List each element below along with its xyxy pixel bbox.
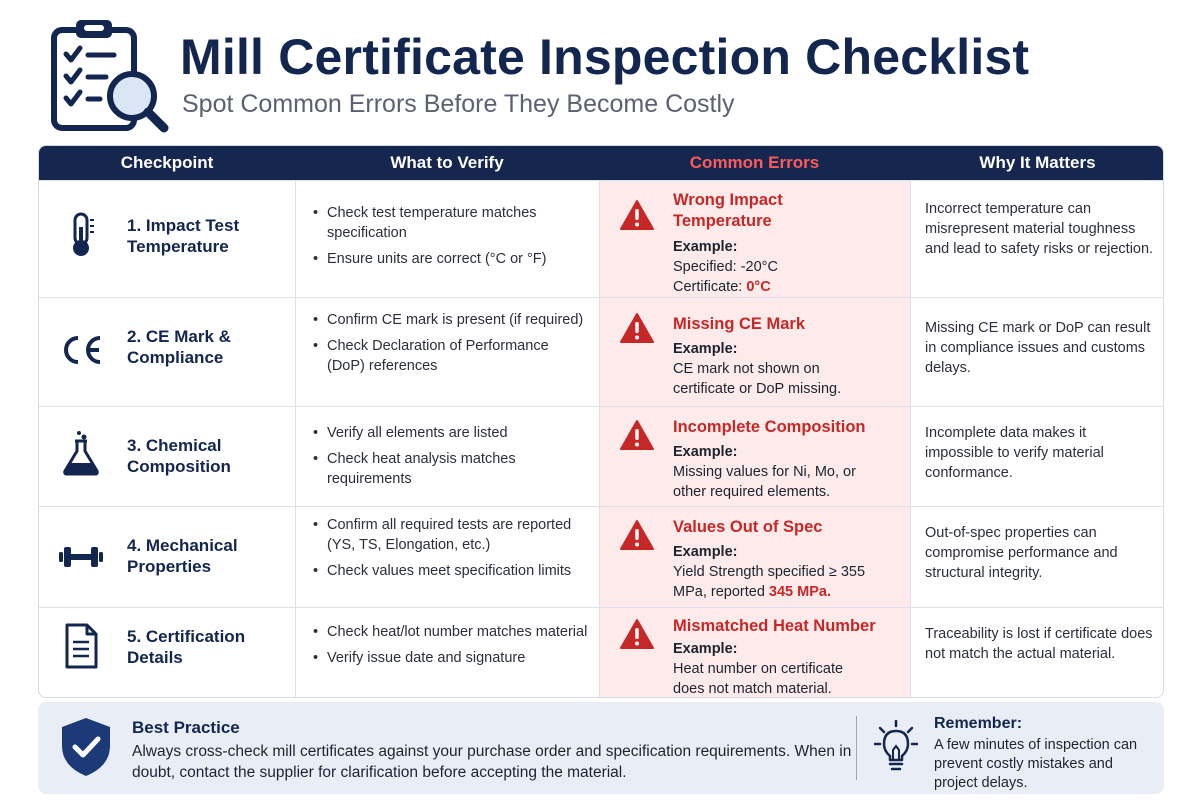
clipboard-checklist-magnifier-icon <box>48 16 172 134</box>
verify-item: • Check heat analysis matches requirements <box>311 449 589 489</box>
table-row <box>39 607 1163 698</box>
column-header-why: Why It Matters <box>979 153 1096 172</box>
warning-icon <box>619 312 655 344</box>
table-header <box>39 146 1163 180</box>
error-example <box>673 542 898 602</box>
verify-item: • Check values meet specification limits <box>311 561 589 581</box>
shield-check-icon <box>58 716 114 778</box>
error-example <box>673 237 905 297</box>
example-label: Example: <box>673 239 738 255</box>
verify-item: • Ensure units are correct (°C or °F) <box>311 249 589 269</box>
why-text: Out-of-spec properties can compromise performance and structural integrity. <box>925 525 1118 581</box>
warning-icon <box>619 199 655 231</box>
page-subtitle: Spot Common Errors Before They Become Costly <box>182 90 735 118</box>
why-text: Missing CE mark or DoP can result in compliance issues and customs delays. <box>925 320 1151 376</box>
verify-list <box>311 423 589 495</box>
example-line: CE mark not shown on certificate or DoP missing. <box>673 361 842 397</box>
page-header <box>0 0 1200 140</box>
verify-list <box>311 622 589 674</box>
table-row <box>39 406 1163 506</box>
verify-item: • Check test temperature matches specification <box>311 203 589 243</box>
checkpoint-label: 4. Mechanical Properties <box>127 536 238 576</box>
best-practice-text: Always cross-check mill certificates against your purchase order and specification requirements. When in doubt, contact the supplier for clarification before accepting the material. <box>132 743 852 781</box>
error-title: Missing CE Mark <box>673 315 806 333</box>
verify-list <box>311 310 589 382</box>
checkpoint-label: 1. Impact Test Temperature <box>127 216 240 256</box>
example-label: Example: <box>673 641 738 657</box>
error-title: Mismatched Heat Number <box>673 617 876 635</box>
lightbulb-icon <box>874 720 918 774</box>
checklist-table <box>38 145 1164 698</box>
thermometer-icon <box>57 211 105 259</box>
why-text: Incomplete data makes it impossible to verify material conformance. <box>925 425 1104 481</box>
table-row <box>39 297 1163 406</box>
verify-list <box>311 515 589 587</box>
checkpoint-label: 2. CE Mark & Compliance <box>127 327 231 367</box>
error-title: Incomplete Composition <box>673 418 866 436</box>
example-label: Example: <box>673 444 738 460</box>
error-cell <box>599 507 910 608</box>
example-text: Certificate: <box>673 279 747 295</box>
example-line: Heat number on certificate does not match material. <box>673 661 844 697</box>
checkpoint-label: 5. Certification Details <box>127 627 246 667</box>
example-text: Yield Strength specified ≥ 355 MPa, reported <box>673 564 866 600</box>
error-title: Wrong Impact Temperature <box>673 191 783 230</box>
example-line: Specified: -20°C <box>673 259 778 275</box>
error-cell <box>599 298 910 407</box>
verify-item: • Check Declaration of Performance (DoP) references <box>311 336 589 376</box>
example-label: Example: <box>673 341 738 357</box>
error-title: Values Out of Spec <box>673 518 823 536</box>
example-label: Example: <box>673 544 738 560</box>
verify-item: • Confirm CE mark is present (if required) <box>311 310 589 330</box>
dumbbell-icon <box>57 533 105 581</box>
remember-text: A few minutes of inspection can prevent costly mistakes and project delays. <box>934 737 1138 791</box>
example-highlight: 0°C <box>746 279 771 295</box>
column-header-verify: What to Verify <box>390 153 504 172</box>
error-cell <box>599 407 910 507</box>
verify-item: • Check heat/lot number matches material <box>311 622 589 642</box>
verify-item: • Verify issue date and signature <box>311 648 589 668</box>
example-highlight: 345 MPa. <box>768 584 831 600</box>
error-example <box>673 339 873 399</box>
best-practice-title: Best Practice <box>132 718 240 737</box>
ce-mark-icon <box>57 326 105 374</box>
document-icon <box>57 622 105 670</box>
error-cell <box>599 181 910 298</box>
example-line: Missing values for Ni, Mo, or other required elements. <box>673 464 856 500</box>
verify-list <box>311 203 589 275</box>
error-example <box>673 639 873 698</box>
remember-title: Remember: <box>934 715 1023 732</box>
example-line <box>673 562 898 602</box>
table-row <box>39 506 1163 607</box>
warning-icon <box>619 419 655 451</box>
error-cell <box>599 608 910 698</box>
why-text: Incorrect temperature can misrepresent material toughness and lead to safety risks or rejection. <box>925 201 1154 257</box>
table-row <box>39 180 1163 297</box>
verify-item: • Confirm all required tests are reported (YS, TS, Elongation, etc.) <box>311 515 589 555</box>
column-header-errors: Common Errors <box>689 153 820 172</box>
warning-icon <box>619 519 655 551</box>
why-text: Traceability is lost if certificate does not match the actual material. <box>925 626 1153 662</box>
column-header-checkpoint: Checkpoint <box>120 153 214 172</box>
footer-panel <box>38 702 1164 794</box>
warning-icon <box>619 618 655 650</box>
footer-divider <box>856 716 857 780</box>
page-title: Mill Certificate Inspection Checklist <box>180 29 1030 85</box>
verify-item: • Verify all elements are listed <box>311 423 589 443</box>
checkpoint-label: 3. Chemical Composition <box>127 436 231 476</box>
flask-icon <box>57 429 105 477</box>
example-line <box>673 277 905 297</box>
error-example <box>673 442 873 502</box>
